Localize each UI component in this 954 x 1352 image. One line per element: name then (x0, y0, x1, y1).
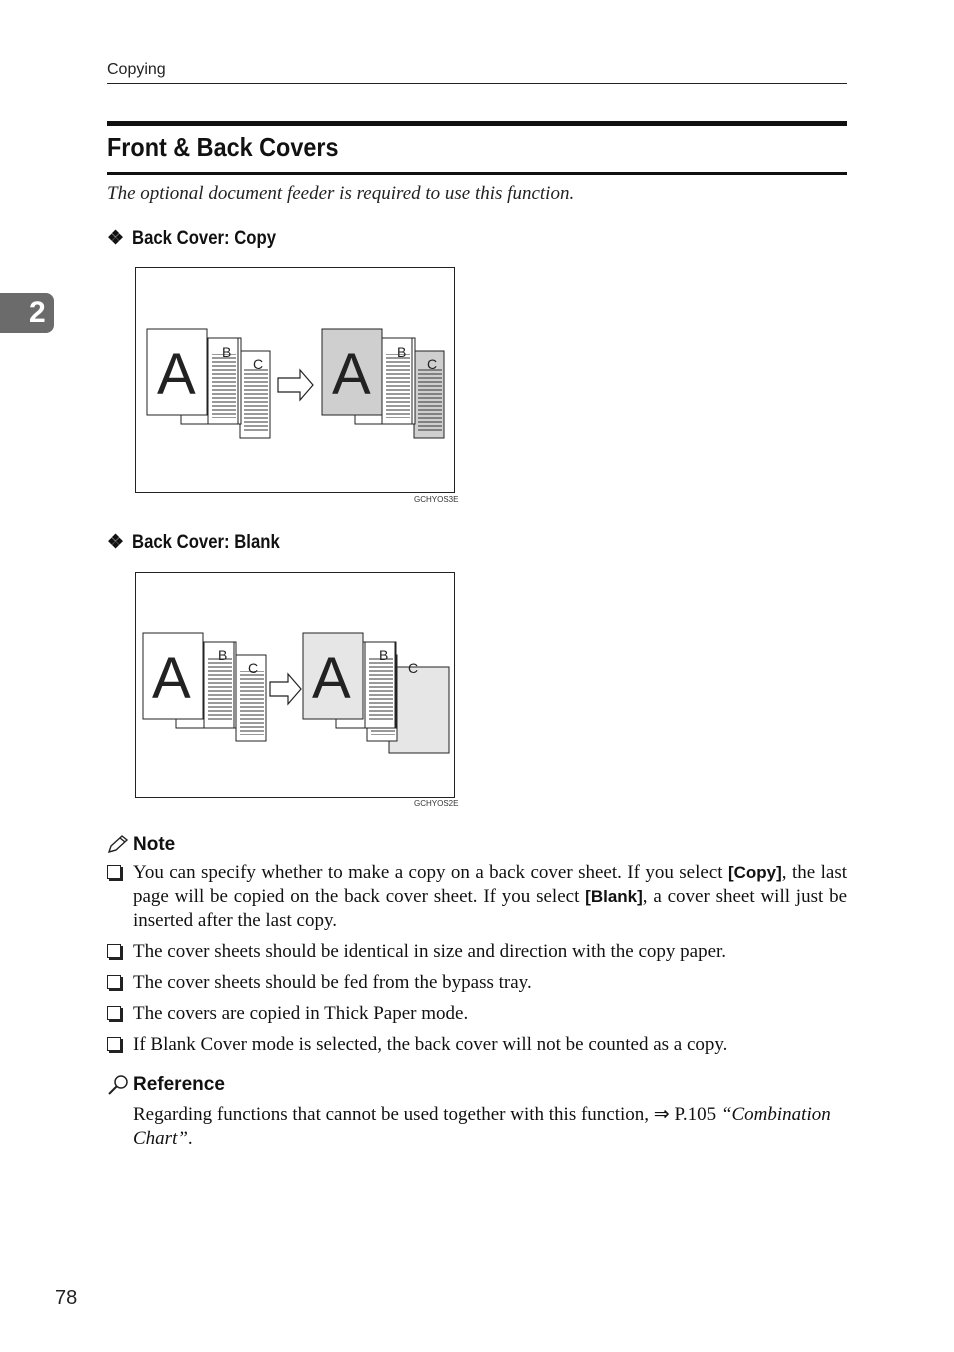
third-page-letter: C (253, 356, 264, 372)
reference-heading: Reference (107, 1074, 225, 1096)
result-stack (303, 633, 449, 753)
copy-key-label: [Copy] (727, 863, 782, 882)
back-cover-blank-illustration (136, 573, 454, 797)
header-rule (107, 83, 847, 84)
figure-back-cover-copy (135, 267, 455, 493)
diamond-bullet-icon: ❖ (107, 532, 125, 553)
front-cover-letter: A (157, 342, 196, 407)
chapter-tab (0, 293, 54, 333)
heading-back-cover-copy: ❖ Back Cover: Copy (107, 228, 277, 249)
note-item: If Blank Cover mode is selected, the back cover will not be counted as a copy. (107, 1033, 847, 1057)
figure-code: GCHYOS3E (414, 495, 459, 504)
second-page-letter-result: B (397, 344, 407, 360)
title-rule-bottom (107, 172, 847, 175)
third-page-letter-result: C (408, 660, 419, 676)
front-cover-letter: A (152, 646, 191, 711)
reference-text: Regarding functions that cannot be used together with this function, ⇒ P.105 “Combination Chart”. (133, 1104, 831, 1149)
third-page-letter: C (248, 660, 259, 676)
arrow-icon (278, 370, 313, 400)
chapter-number: 2 (29, 296, 46, 329)
checkbox-bullet-icon (107, 1037, 121, 1051)
diamond-bullet-icon: ❖ (107, 228, 125, 249)
arrow-icon (270, 674, 301, 704)
note-heading: Note (107, 834, 175, 856)
note-item: The cover sheets should be fed from the bypass tray. (107, 971, 847, 995)
second-page-letter: B (222, 344, 232, 360)
front-cover-letter-result: A (312, 646, 351, 711)
blank-key-label: [Blank] (585, 887, 643, 906)
checkbox-bullet-icon (107, 944, 121, 958)
original-stack (143, 633, 266, 741)
original-stack (147, 329, 270, 438)
checkbox-bullet-icon (107, 975, 121, 989)
note-item: The cover sheets should be identical in size and direction with the copy paper. (107, 940, 847, 964)
page-number: 78 (55, 1287, 78, 1309)
intro-text: The optional document feeder is required to use this function. (107, 183, 575, 204)
combination-chart-link[interactable]: “Combination Chart” (133, 1104, 831, 1149)
title-rule-top (107, 121, 847, 126)
heading-back-cover-blank: ❖ Back Cover: Blank (107, 532, 280, 553)
magnifier-icon (107, 1074, 129, 1096)
checkbox-bullet-icon (107, 1006, 121, 1020)
back-cover-copy-illustration (136, 268, 454, 492)
running-header: Copying (107, 61, 166, 78)
note-item: You can specify whether to make a copy on a back cover sheet. If you select [Copy], the last page will be copied on the back cover sheet. If you select [Blank], a cover sheet will just be inserted after the last copy. (107, 861, 847, 933)
figure-back-cover-blank (135, 572, 455, 798)
page-title: Front & Back Covers (107, 132, 339, 162)
note-list (107, 861, 847, 1064)
checkbox-bullet-icon (107, 865, 121, 879)
result-stack (322, 329, 444, 438)
note-item: The covers are copied in Thick Paper mode. (107, 1002, 847, 1026)
second-page-letter: B (218, 647, 228, 663)
figure-code: GCHYOS2E (414, 799, 459, 808)
pencil-icon (107, 835, 129, 855)
front-cover-letter-result: A (332, 342, 371, 407)
third-page-letter-result: C (427, 356, 438, 372)
second-page-letter-result: B (379, 647, 389, 663)
